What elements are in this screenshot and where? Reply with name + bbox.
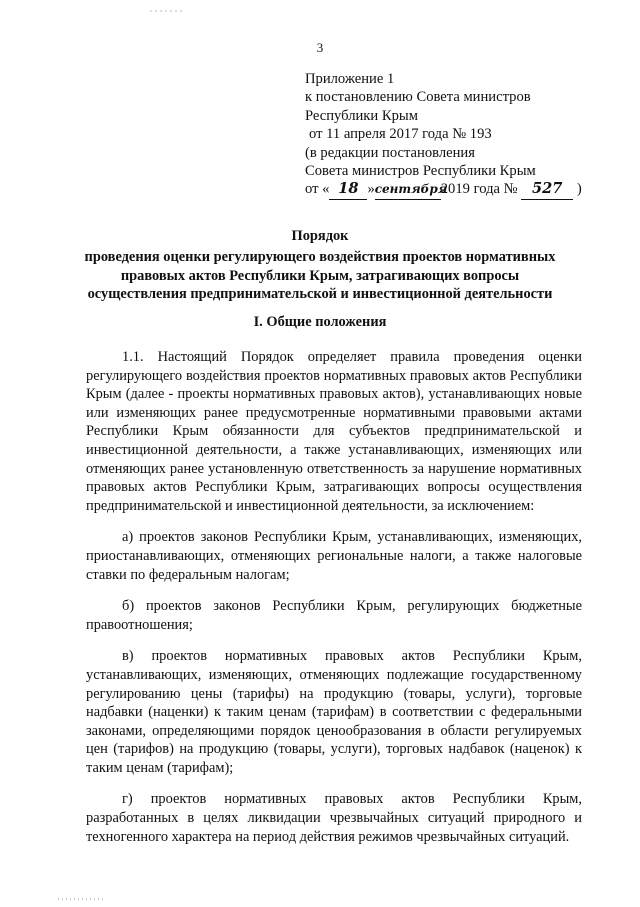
title-line-2: правовых актов Республики Крым, затрагивающих вопросы — [120, 267, 520, 284]
date-mid: » — [367, 181, 375, 198]
paragraph-1-1: 1.1. Настоящий Порядок определяет правила проведения оценки регулирующего воздействия проектов нормативных правовых актов Республики Крым (далее - проекты нормативных правовых актов), устанавливающих новые или изменяющих ранее предусмотренные нормативными правовыми актами Республики Крым обязанности для субъектов предпринимательской и инвестиционной деятельности, а также устанавливающих, изменяющих или отменяющих ранее установленную ответственность за нарушение нормативных правовых актов Республики Крым, затрагивающих вопросы осуществления предпринимательской и инвестиционной деятельности, за исключением: — [86, 349, 582, 514]
section-heading: I. Общие положения — [253, 314, 387, 330]
appendix-header — [305, 70, 625, 200]
page-number: 3 — [316, 40, 324, 55]
handwritten-day: 18 — [329, 180, 367, 199]
title-heading: Порядок — [291, 228, 349, 244]
appendix-date-line — [305, 180, 625, 199]
handwritten-number: 527 — [521, 180, 573, 199]
document-title — [0, 227, 640, 304]
document-body — [86, 348, 582, 859]
appendix-line-5: (в редакции постановления — [305, 144, 475, 161]
appendix-line-1: Приложение 1 — [305, 71, 395, 87]
title-line-3: осуществления предпринимательской и инвестиционной деятельности — [87, 286, 553, 303]
paragraph-item-g: г) проектов нормативных правовых актов Республики Крым, разработанных в целях ликвидации чрезвычайных ситуаций природного и техногенного характера на период действия режимов чрезвычайных ситуаций. — [86, 791, 582, 845]
appendix-line-3: Республики Крым — [305, 107, 418, 124]
appendix-line-4: от 11 апреля 2017 года № 193 — [309, 126, 492, 143]
date-suffix: ) — [576, 181, 582, 198]
date-prefix: от « — [305, 181, 330, 198]
date-year: 2019 года № — [440, 181, 518, 198]
paragraph-item-b: б) проектов законов Республики Крым, регулирующих бюджетные правоотношения; — [86, 598, 582, 633]
scan-artifact-top — [150, 0, 184, 3]
scan-artifact-bottom — [58, 889, 106, 895]
title-line-1: проведения оценки регулирующего воздействия проектов нормативных — [84, 248, 556, 265]
paragraph-item-v: в) проектов нормативных правовых актов Республики Крым, устанавливающих, изменяющих, отменяющих подлежащие государственному регулированию цены (тарифы) на продукцию (товары, услуги), торговые надбавки (наценки) к таким ценам (тарифам) в соответствии с федеральными законами, определяющими порядок ценообразования в области регулируемых цен (тарифов) на продукцию (товары, услуги), торговых надбавок (наценок) к таким ценам (тарифам); — [86, 648, 582, 776]
handwritten-month: сентября — [375, 180, 441, 199]
appendix-line-6: Совета министров Республики Крым — [305, 163, 536, 180]
appendix-line-2: к постановлению Совета министров — [305, 89, 531, 106]
paragraph-item-a: а) проектов законов Республики Крым, устанавливающих, изменяющих, приостанавливающих, отменяющих региональные налоги, а также налоговые ставки по федеральным налогам; — [86, 529, 582, 583]
